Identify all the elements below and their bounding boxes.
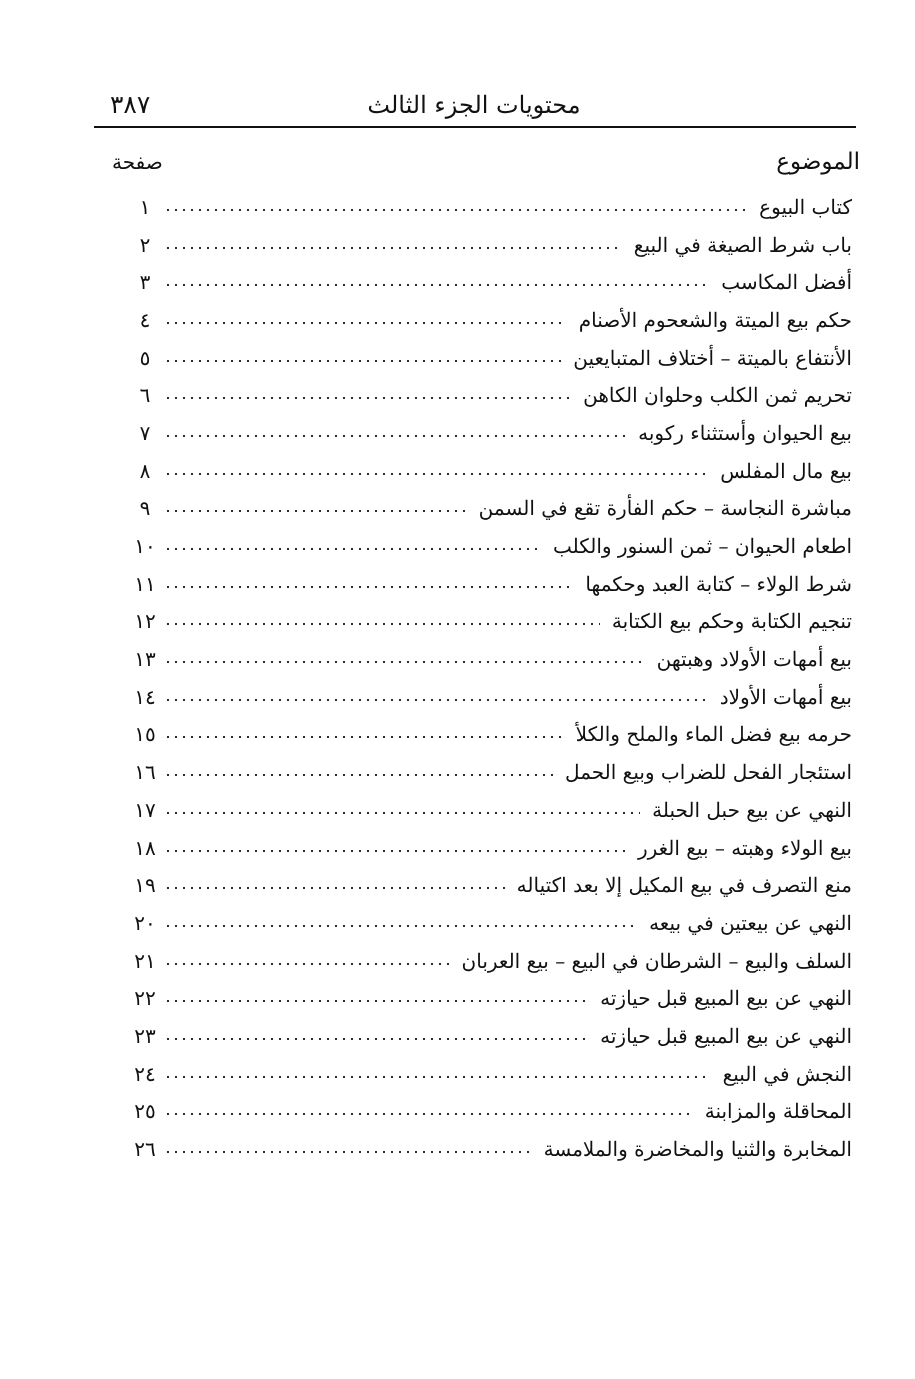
toc-entry <box>126 1017 852 1055</box>
page-column-heading: صفحة <box>112 150 163 174</box>
toc-entry-title: اطعام الحيوان – ثمن السنور والكلب <box>552 534 852 559</box>
toc-entry <box>126 678 852 716</box>
toc-entry-title: حكم بيع الميتة والشعحوم الأصنام <box>578 307 852 332</box>
toc-entry-title: الأنتفاع بالميتة – أختلاف المتبايعين <box>573 345 852 370</box>
dot-leader <box>164 849 626 853</box>
toc-entry <box>126 527 852 565</box>
toc-entry-title: بيع مال المفلس <box>720 458 852 483</box>
toc-entry <box>126 603 852 641</box>
dot-leader <box>164 509 467 513</box>
toc-entry <box>126 414 852 452</box>
toc-entry-title: بيع أمهات الأولاد وهبتهن <box>656 647 852 672</box>
toc-entry <box>126 640 852 678</box>
toc-entry-title: شرط الولاء – كتابة العبد وحكمها <box>585 571 852 596</box>
dot-leader <box>164 811 640 815</box>
dot-leader <box>164 472 708 476</box>
dot-leader <box>164 773 553 777</box>
toc-entry <box>126 263 852 301</box>
toc-entry <box>126 376 852 414</box>
toc-entry-page: ٤ <box>139 307 151 332</box>
toc-entry-page: ٣ <box>139 270 151 295</box>
toc-entry-title: النهي عن بيع حبل الحبلة <box>652 797 852 822</box>
dot-leader <box>164 962 450 966</box>
dot-leader <box>164 1037 588 1041</box>
toc-entry <box>126 188 852 226</box>
toc-entry-page: ١٣ <box>134 647 156 672</box>
toc-entry <box>126 301 852 339</box>
toc-entry-title: بيع الولاء وهبته – بيع الغرر <box>637 835 852 860</box>
toc-entry <box>126 1093 852 1131</box>
toc-entry-page: ٢٣ <box>134 1023 156 1048</box>
toc-entry-page: ١٢ <box>134 609 156 634</box>
toc-entry-title: تنجيم الكتابة وحكم بيع الكتابة <box>611 609 852 634</box>
toc-entry <box>126 452 852 490</box>
toc-entry-page: ١٥ <box>134 722 156 747</box>
toc-entry <box>126 866 852 904</box>
toc-entry-title: المخابرة والثنيا والمخاضرة والملامسة <box>543 1137 852 1162</box>
dot-leader <box>164 283 709 287</box>
toc-entry-title: السلف والبيع – الشرطان في البيع – بيع العربان <box>461 948 852 973</box>
toc-entry <box>126 226 852 264</box>
toc-entry-title: منع التصرف في بيع المكيل إلا بعد اكتياله <box>516 873 852 898</box>
toc-entry-page: ٢ <box>139 232 151 257</box>
toc-entry-page: ١٩ <box>134 873 156 898</box>
toc-entry-page: ٩ <box>139 496 151 521</box>
header-title: محتويات الجزء الثالث <box>367 91 581 119</box>
dot-leader <box>164 321 567 325</box>
dot-leader <box>164 434 626 438</box>
toc-entry-page: ٢٢ <box>134 986 156 1011</box>
toc-entry-title: النهي عن بيع المبيع قبل حيازته <box>600 986 852 1011</box>
toc-entry-title: كتاب البيوع <box>759 194 852 219</box>
toc-entry-page: ٦ <box>139 383 151 408</box>
toc-entry-title: حرمه بيع فضل الماء والملح والكلأ <box>575 722 852 747</box>
toc-entry-title: النجش في البيع <box>722 1061 852 1086</box>
toc-entry-page: ٢٤ <box>134 1061 156 1086</box>
toc-entry-title: استئجار الفحل للضراب وبيع الحمل <box>565 760 852 785</box>
column-headings <box>112 146 860 180</box>
toc-entry-page: ٥ <box>139 345 151 370</box>
toc-entry-page: ٢٦ <box>134 1137 156 1162</box>
toc-entry <box>126 942 852 980</box>
toc-entry-page: ٢١ <box>134 948 156 973</box>
toc-entry-page: ٨ <box>139 458 151 483</box>
toc-entry-page: ١٤ <box>134 684 156 709</box>
dot-leader <box>164 698 708 702</box>
toc-entry-page: ١٦ <box>134 760 156 785</box>
topic-column-heading: الموضوع <box>776 149 860 175</box>
toc-entry <box>126 565 852 603</box>
toc-entry-page: ١٠ <box>134 534 156 559</box>
dot-leader <box>164 208 747 212</box>
toc-entry <box>126 1130 852 1168</box>
toc-entry <box>126 904 852 942</box>
toc-entry-page: ٢٠ <box>134 910 156 935</box>
page-number: ٣٨٧ <box>110 90 151 119</box>
toc-entry-title: باب شرط الصيغة في البيع <box>633 232 852 257</box>
toc-entry-title: بيع الحيوان وأستثناء ركوبه <box>638 420 852 445</box>
toc-entry-page: ١٨ <box>134 835 156 860</box>
toc-entry <box>126 753 852 791</box>
toc-entry <box>126 829 852 867</box>
toc-entry <box>126 791 852 829</box>
toc-entry-page: ٧ <box>139 420 151 445</box>
header-rule <box>94 126 856 128</box>
toc-entry <box>126 339 852 377</box>
toc-entry-title: مباشرة النجاسة – حكم الفأرة تقع في السمن <box>478 496 852 521</box>
toc-entry-page: ٢٥ <box>134 1099 156 1124</box>
dot-leader <box>164 735 564 739</box>
dot-leader <box>164 1150 532 1154</box>
dot-leader <box>164 999 588 1003</box>
running-header <box>94 86 854 126</box>
table-of-contents <box>126 188 852 1168</box>
toc-entry-title: تحريم ثمن الكلب وحلوان الكاهن <box>583 383 852 408</box>
toc-entry <box>126 490 852 528</box>
toc-entry-title: المحاقلة والمزابنة <box>704 1099 852 1124</box>
dot-leader <box>164 886 505 890</box>
toc-entry <box>126 716 852 754</box>
dot-leader <box>164 1075 711 1079</box>
dot-leader <box>164 359 561 363</box>
dot-leader <box>164 660 645 664</box>
toc-entry-page: ١٧ <box>134 797 156 822</box>
dot-leader <box>164 246 622 250</box>
toc-entry <box>126 1055 852 1093</box>
toc-entry-title: النهي عن بيعتين في بيعه <box>649 910 852 935</box>
dot-leader <box>164 396 571 400</box>
dot-leader <box>164 924 637 928</box>
toc-entry-page: ١ <box>139 194 151 219</box>
toc-entry-title: أفضل المكاسب <box>721 270 852 295</box>
dot-leader <box>164 547 541 551</box>
toc-entry <box>126 979 852 1017</box>
toc-entry-title: بيع أمهات الأولاد <box>719 684 852 709</box>
dot-leader <box>164 585 573 589</box>
toc-entry-page: ١١ <box>134 571 156 596</box>
dot-leader <box>164 622 600 626</box>
dot-leader <box>164 1112 693 1116</box>
toc-entry-title: النهي عن بيع المبيع قبل حيازته <box>600 1023 852 1048</box>
